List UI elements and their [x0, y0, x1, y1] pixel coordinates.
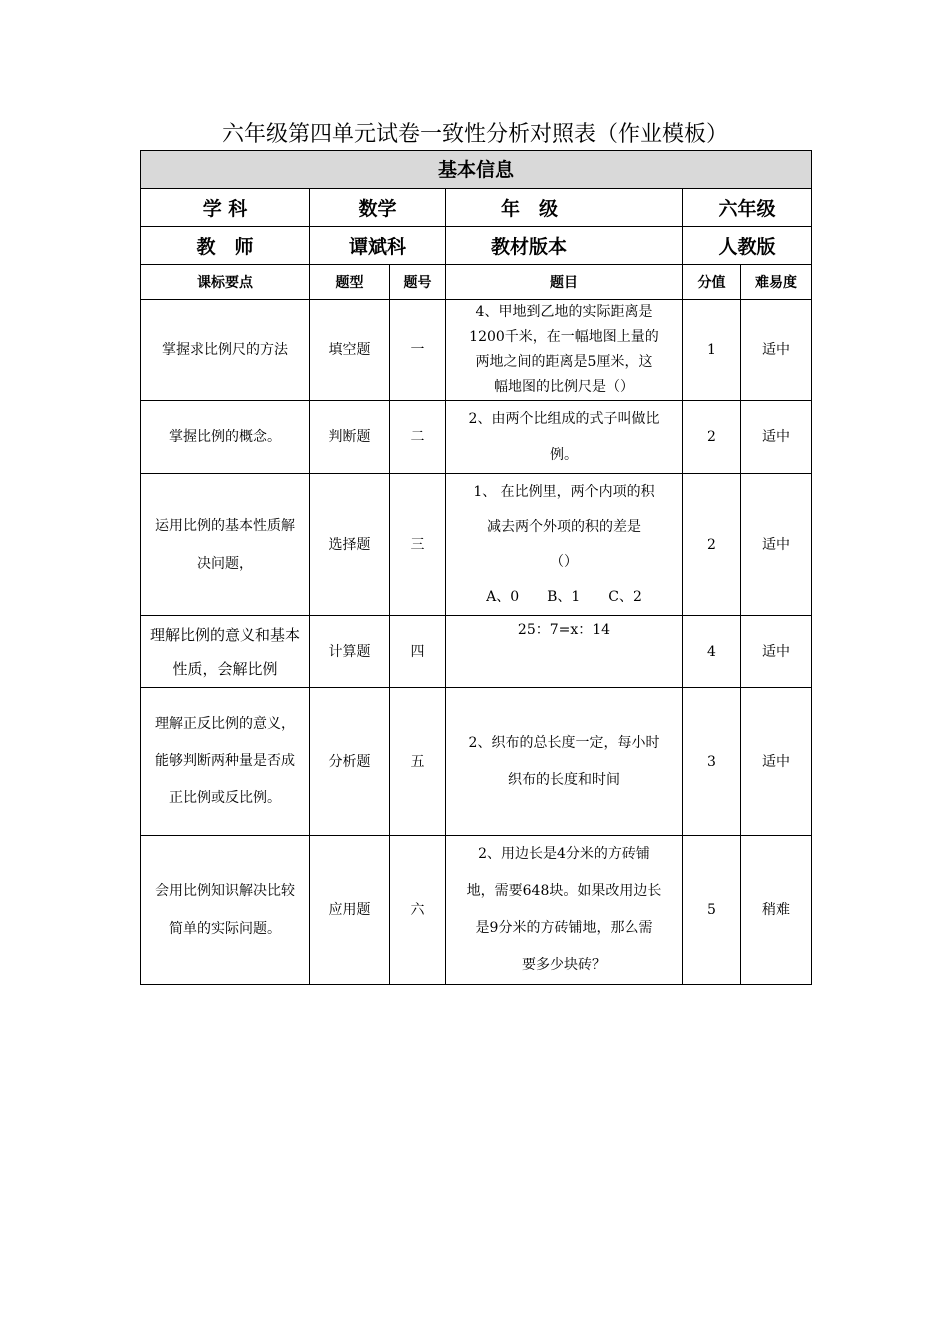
difficulty-cell: 适中 [741, 688, 812, 836]
difficulty-cell: 适中 [741, 616, 812, 688]
table-row [141, 688, 812, 836]
number-cell: 五 [390, 688, 446, 836]
grade-value: 六年级 [683, 189, 812, 227]
teacher-value: 谭斌科 [310, 227, 446, 265]
question-cell [446, 474, 683, 616]
type-cell: 选择题 [310, 474, 390, 616]
question-cell [446, 401, 683, 474]
number-cell: 四 [390, 616, 446, 688]
question-line: 幅地图的比例尺是（） [494, 379, 634, 395]
info-row-teacher [141, 227, 812, 265]
type-cell: 填空题 [310, 300, 390, 401]
type-cell: 应用题 [310, 836, 390, 985]
question-line: 减去两个外项的积的差是 [487, 518, 641, 535]
question-cell [446, 836, 683, 985]
question-line: 地，需要648块。如果改用边长 [466, 883, 662, 899]
question-line: 两地之间的距离是5厘米，这 [475, 354, 653, 370]
number-cell: 三 [390, 474, 446, 616]
table-row [141, 300, 812, 401]
difficulty-cell: 适中 [741, 300, 812, 401]
table-row [141, 836, 812, 985]
column-header: 难易度 [741, 265, 812, 300]
point-cell: 理解正反比例的意义，能够判断两种量是否成正比例或反比例。 [141, 688, 310, 836]
number-cell: 一 [390, 300, 446, 401]
edition-label: 教材版本 [446, 227, 683, 265]
table-row [141, 616, 812, 688]
table-row [141, 474, 812, 616]
question-line: 2、由两个比组成的式子叫做比 [468, 411, 660, 427]
difficulty-cell: 稍难 [741, 836, 812, 985]
question-line: 1、 在比例里，两个内项的积 [473, 483, 655, 500]
column-header: 分值 [683, 265, 741, 300]
type-cell: 计算题 [310, 616, 390, 688]
point-cell: 理解比例的意义和基本性质，会解比例 [141, 616, 310, 688]
number-cell: 二 [390, 401, 446, 474]
column-header: 题目 [446, 265, 683, 300]
point-cell: 掌握比例的概念。 [141, 401, 310, 474]
score-cell: 2 [683, 474, 741, 616]
question-line: 25：7=x：14 [517, 622, 611, 638]
teacher-label: 教 师 [141, 227, 310, 265]
difficulty-cell: 适中 [741, 401, 812, 474]
point-cell: 掌握求比例尺的方法 [141, 300, 310, 401]
question-line: 2、用边长是4分米的方砖铺 [478, 846, 650, 862]
difficulty-cell: 适中 [741, 474, 812, 616]
column-header: 课标要点 [141, 265, 310, 300]
info-row-subject [141, 189, 812, 227]
type-cell: 分析题 [310, 688, 390, 836]
edition-value: 人教版 [683, 227, 812, 265]
question-cell [446, 688, 683, 836]
score-cell: 1 [683, 300, 741, 401]
question-line: 织布的长度和时间 [508, 771, 620, 788]
section-header-row [141, 151, 812, 189]
question-line: （） [550, 553, 578, 570]
type-cell: 判断题 [310, 401, 390, 474]
section-header: 基本信息 [141, 151, 812, 189]
question-line: 4、甲地到乙地的实际距离是 [475, 304, 653, 320]
page-title: 六年级第四单元试卷一致性分析对照表（作业模板） [221, 122, 728, 147]
subject-value: 数学 [310, 189, 446, 227]
question-line: 是9分米的方砖铺地，那么需 [475, 920, 653, 936]
question-cell [446, 616, 683, 688]
column-header-row [141, 265, 812, 300]
question-cell [446, 300, 683, 401]
score-cell: 3 [683, 688, 741, 836]
subject-label: 学 科 [141, 189, 310, 227]
column-header: 题号 [390, 265, 446, 300]
question-line: 2、织布的总长度一定，每小时 [468, 734, 660, 751]
score-cell: 5 [683, 836, 741, 985]
question-line: A、0 B、1 C、2 [486, 588, 642, 605]
point-cell: 运用比例的基本性质解决问题， [141, 474, 310, 616]
table-row [141, 401, 812, 474]
analysis-table [140, 150, 812, 985]
number-cell: 六 [390, 836, 446, 985]
question-line: 1200千米，在一幅地图上量的 [469, 329, 659, 345]
question-line: 要多少块砖？ [522, 957, 606, 973]
column-header: 题型 [310, 265, 390, 300]
score-cell: 4 [683, 616, 741, 688]
question-line: 例。 [550, 447, 578, 463]
grade-label: 年 级 [446, 189, 683, 227]
score-cell: 2 [683, 401, 741, 474]
point-cell: 会用比例知识解决比较简单的实际问题。 [141, 836, 310, 985]
